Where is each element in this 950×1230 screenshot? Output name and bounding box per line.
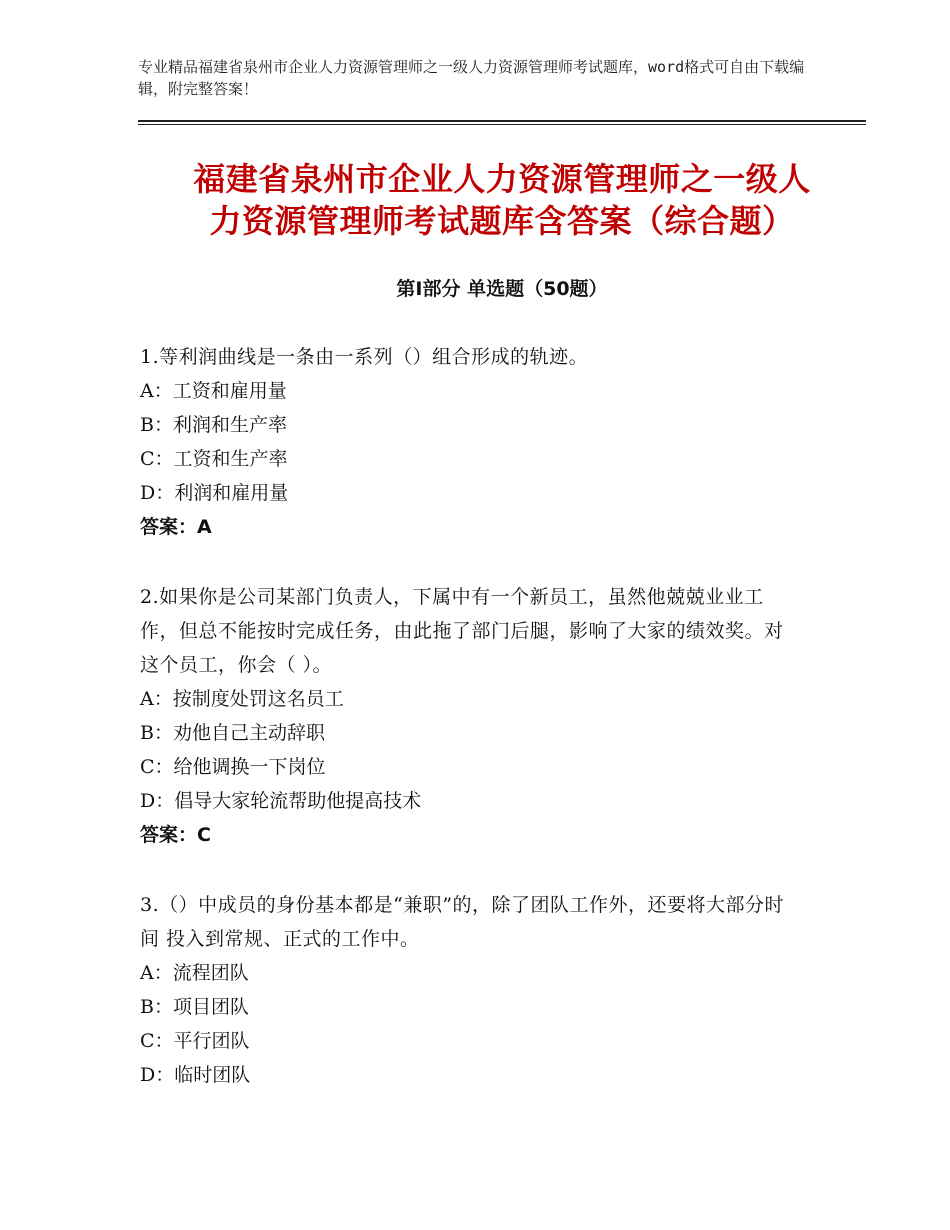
document-title-line-2: 力资源管理师考试题库含答案（综合题） xyxy=(209,202,795,240)
option-b: B：项目团队 xyxy=(140,996,249,1018)
option-c: C：给他调换一下岗位 xyxy=(140,756,326,778)
option-b: B：劝他自己主动辞职 xyxy=(140,722,325,744)
option-a: A：流程团队 xyxy=(140,962,249,984)
document-title-line-1: 福建省泉州市企业人力资源管理师之一级人 xyxy=(193,160,811,198)
option-c: C：平行团队 xyxy=(140,1030,250,1052)
answer: 答案：A xyxy=(140,516,212,538)
option-a: A：按制度处罚这名员工 xyxy=(140,688,344,710)
question-stem: 1.等利润曲线是一条由一系列（）组合形成的轨迹。 xyxy=(140,346,589,368)
option-c: C：工资和生产率 xyxy=(140,448,288,470)
option-d: D：利润和雇用量 xyxy=(140,482,289,504)
answer: 答案：C xyxy=(140,824,211,846)
question-2 xyxy=(140,580,800,852)
option-d: D：临时团队 xyxy=(140,1064,251,1086)
option-a: A：工资和雇用量 xyxy=(140,380,287,402)
question-3 xyxy=(140,888,800,1092)
option-d: D：倡导大家轮流帮助他提高技术 xyxy=(140,790,422,812)
section-title: 第Ⅰ部分 单选题（50题） xyxy=(396,278,608,300)
header-note: 专业精品福建省泉州市企业人力资源管理师之一级人力资源管理师考试题库，word格式可自由下载编辑，附完整答案！ xyxy=(138,58,805,98)
header-rule-thin xyxy=(138,124,866,125)
question-1 xyxy=(140,340,800,544)
question-stem: 3.（）中成员的身份基本都是“兼职”的，除了团队工作外，还要将大部分时间 投入到常规、正式的工作中。 xyxy=(140,894,785,950)
header-rule-thick xyxy=(138,120,866,122)
document-title xyxy=(138,158,866,242)
option-b: B：利润和生产率 xyxy=(140,414,287,436)
question-list xyxy=(140,340,800,1128)
question-stem: 2.如果你是公司某部门负责人，下属中有一个新员工，虽然他兢兢业业工作，但总不能按时完成任务，由此拖了部门后腿，影响了大家的绩效奖。对这个员工，你会（ ）。 xyxy=(140,586,784,676)
